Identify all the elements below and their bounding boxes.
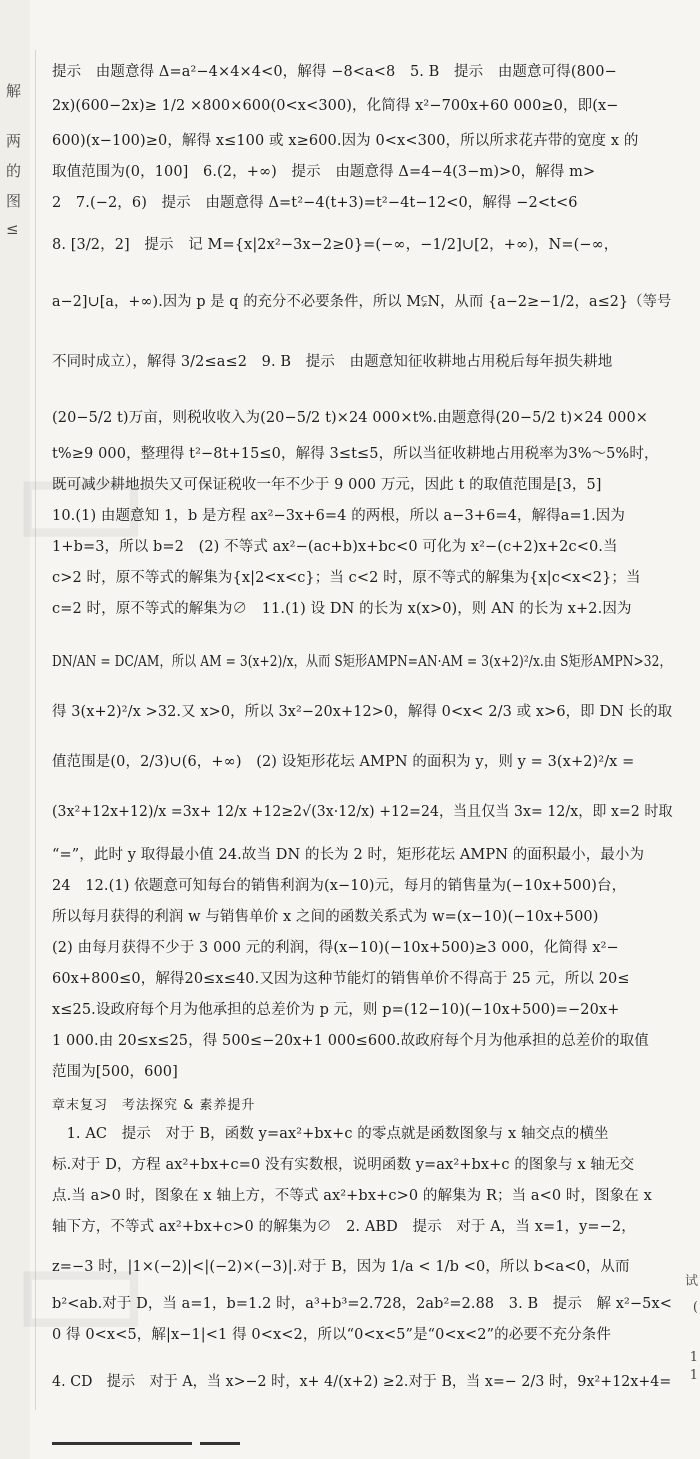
text-line: c>2 时，原不等式的解集为{x|2<x<c}；当 c<2 时，原不等式的解集为{x|c<x<2}；当: [52, 570, 641, 586]
text-line: a−2]∪[a，+∞).因为 p 是 q 的充分不必要条件，所以 M⫋N，从而 {a−2≥−1/2，a≤2}（等号: [52, 294, 672, 310]
text-line: (20−5/2 t)万亩，则税收收入为(20−5/2 t)×24 000×t%.由题意得(20−5/2 t)×24 000×: [52, 410, 649, 426]
text-line: 既可减少耕地损失又可保证税收一年不少于 9 000 万元，因此 t 的取值范围是[3，5]: [52, 477, 602, 493]
text-line: 点.当 a>0 时，图象在 x 轴上方，不等式 ax²+bx+c>0 的解集为 R；当 a<0 时，图象在 x: [52, 1188, 652, 1204]
text-line: 4. CD 提示 对于 A，当 x>−2 时，x+ 4/(x+2) ≥2.对于 B，当 x=− 2/3 时，9x²+12x+4=: [52, 1374, 672, 1390]
margin-char: 的: [6, 162, 22, 180]
text-line: 2 7.(−2，6) 提示 由题意得 Δ=t²−4(t+3)=t²−4t−12<0，解得 −2<t<6: [52, 195, 578, 211]
margin-char: 两: [6, 132, 22, 150]
margin-char: ≤: [6, 220, 19, 238]
text-line: 10.(1) 由题意知 1，b 是方程 ax²−3x+6=4 的两根，所以 a−3+6=4，解得a=1.因为: [52, 508, 625, 524]
text-line: 提示 由题意得 Δ=a²−4×4×4<0，解得 −8<a<8 5. B 提示 由题意可得(800−: [52, 64, 617, 80]
margin-char: 1: [689, 1368, 698, 1383]
text-line: b²<ab.对于 D，当 a=1，b=1.2 时，a³+b³=2.728，2ab²=2.88 3. B 提示 解 x²−5x<: [52, 1296, 672, 1312]
text-line: “=”，此时 y 取得最小值 24.故当 DN 的长为 2 时，矩形花坛 AMPN 的面积最小，最小为: [52, 847, 645, 863]
text-line: z=−3 时，|1×(−2)|<|(−2)×(−3)|.对于 B，因为 1/a < 1/b <0，所以 b<a<0，从而: [52, 1259, 630, 1275]
text-line: 所以每月获得的利润 w 与销售单价 x 之间的函数关系式为 w=(x−10)(−10x+500): [52, 909, 599, 925]
watermark-shape: ▭: [10, 1200, 152, 1374]
text-line: 60x+800≤0，解得20≤x≤40.又因为这种节能灯的销售单价不得高于 25 元，所以 20≤: [52, 971, 630, 987]
right-page-strip: [678, 1270, 700, 1390]
text-line: t%≥9 000，整理得 t²−8t+15≤0，解得 3≤t≤5，所以当征收耕地占用税率为3%～5%时，: [52, 446, 659, 462]
text-line: 2x)(600−2x)≥ 1/2 ×800×600(0<x<300)，化简得 x²−700x+60 000≥0，即(x−: [52, 98, 619, 114]
margin-char: (: [692, 1300, 698, 1315]
text-line: 1+b=3，所以 b=2 (2) 不等式 ax²−(ac+b)x+bc<0 可化为 x²−(c+2)x+2c<0.当: [52, 539, 618, 555]
watermark-shape: ▭: [10, 410, 152, 584]
text-line: 值范围是(0，2/3)∪(6，+∞) (2) 设矩形花坛 AMPN 的面积为 y，则 y = 3(x+2)²/x =: [52, 754, 635, 770]
text-line: 1. AC 提示 对于 B，函数 y=ax²+bx+c 的零点就是函数图象与 x 轴交点的横坐: [52, 1126, 609, 1142]
section-heading: 章末复习 考法探究 & 素养提升: [52, 1098, 256, 1113]
text-line: 0 得 0<x<5，解|x−1|<1 得 0<x<2，所以“0<x<5”是“0<x<2”的必要不充分条件: [52, 1327, 611, 1343]
text-line: 1 000.由 20≤x≤25，得 500≤−20x+1 000≤600.故政府每个月为他承担的总差价的取值: [52, 1033, 649, 1049]
text-line: (2) 由每月获得不少于 3 000 元的利润，得(x−10)(−10x+500)≥3 000，化简得 x²−: [52, 940, 619, 956]
text-line: c=2 时，原不等式的解集为∅ 11.(1) 设 DN 的长为 x(x>0)，则 AN 的长为 x+2.因为: [52, 601, 632, 617]
text-line: 不同时成立），解得 3/2≤a≤2 9. B 提示 由题意知征收耕地占用税后每年损失耕地: [52, 354, 613, 370]
text-line: 600)(x−100)≥0，解得 x≤100 或 x≥600.因为 0<x<300，所以所求花卉带的宽度 x 的: [52, 133, 639, 149]
text-line: 取值范围为(0，100] 6.(2，+∞) 提示 由题意得 Δ=4−4(3−m)>0，解得 m>: [52, 164, 596, 180]
margin-char: 解: [6, 82, 22, 100]
margin-char: 图: [6, 192, 22, 210]
text-line: 范围为[500，600]: [52, 1064, 178, 1080]
text-line: (3x²+12x+12)/x =3x+ 12/x +12≥2√(3x·12/x) +12=24，当且仅当 3x= 12/x，即 x=2 时取: [52, 804, 673, 820]
text-line: x≤25.设政府每个月为他承担的总差价为 p 元，则 p=(12−10)(−10x+500)=−20x+: [52, 1002, 620, 1018]
text-line: DN/AN = DC/AM，所以 AM = 3(x+2)/x，从而 S矩形AMPN=AN·AM = 3(x+2)²/x.由 S矩形AMPN>32，: [52, 654, 672, 670]
text-line: 标.对于 D，方程 ax²+bx+c=0 没有实数根，说明函数 y=ax²+bx+c 的图象与 x 轴无交: [52, 1157, 635, 1173]
footer-rule: [200, 1442, 240, 1445]
text-line: 得 3(x+2)²/x >32.又 x>0，所以 3x²−20x+12>0，解得 0<x< 2/3 或 x>6，即 DN 长的取: [52, 704, 673, 720]
gutter-line: [35, 50, 36, 1410]
text-line: 轴下方，不等式 ax²+bx+c>0 的解集为∅ 2. ABD 提示 对于 A，当 x=1，y=−2，: [52, 1219, 636, 1235]
margin-char: 1: [689, 1350, 698, 1365]
text-line: 8. [3/2，2] 提示 记 M={x|2x²−3x−2≥0}=(−∞，−1/2]∪[2，+∞)，N=(−∞，: [52, 237, 619, 253]
footer-rule: [52, 1442, 192, 1445]
text-line: 24 12.(1) 依题意可知每台的销售利润为(x−10)元，每月的销售量为(−10x+500)台，: [52, 878, 627, 894]
left-page-strip: [0, 0, 30, 1459]
margin-char: 试: [684, 1274, 698, 1289]
